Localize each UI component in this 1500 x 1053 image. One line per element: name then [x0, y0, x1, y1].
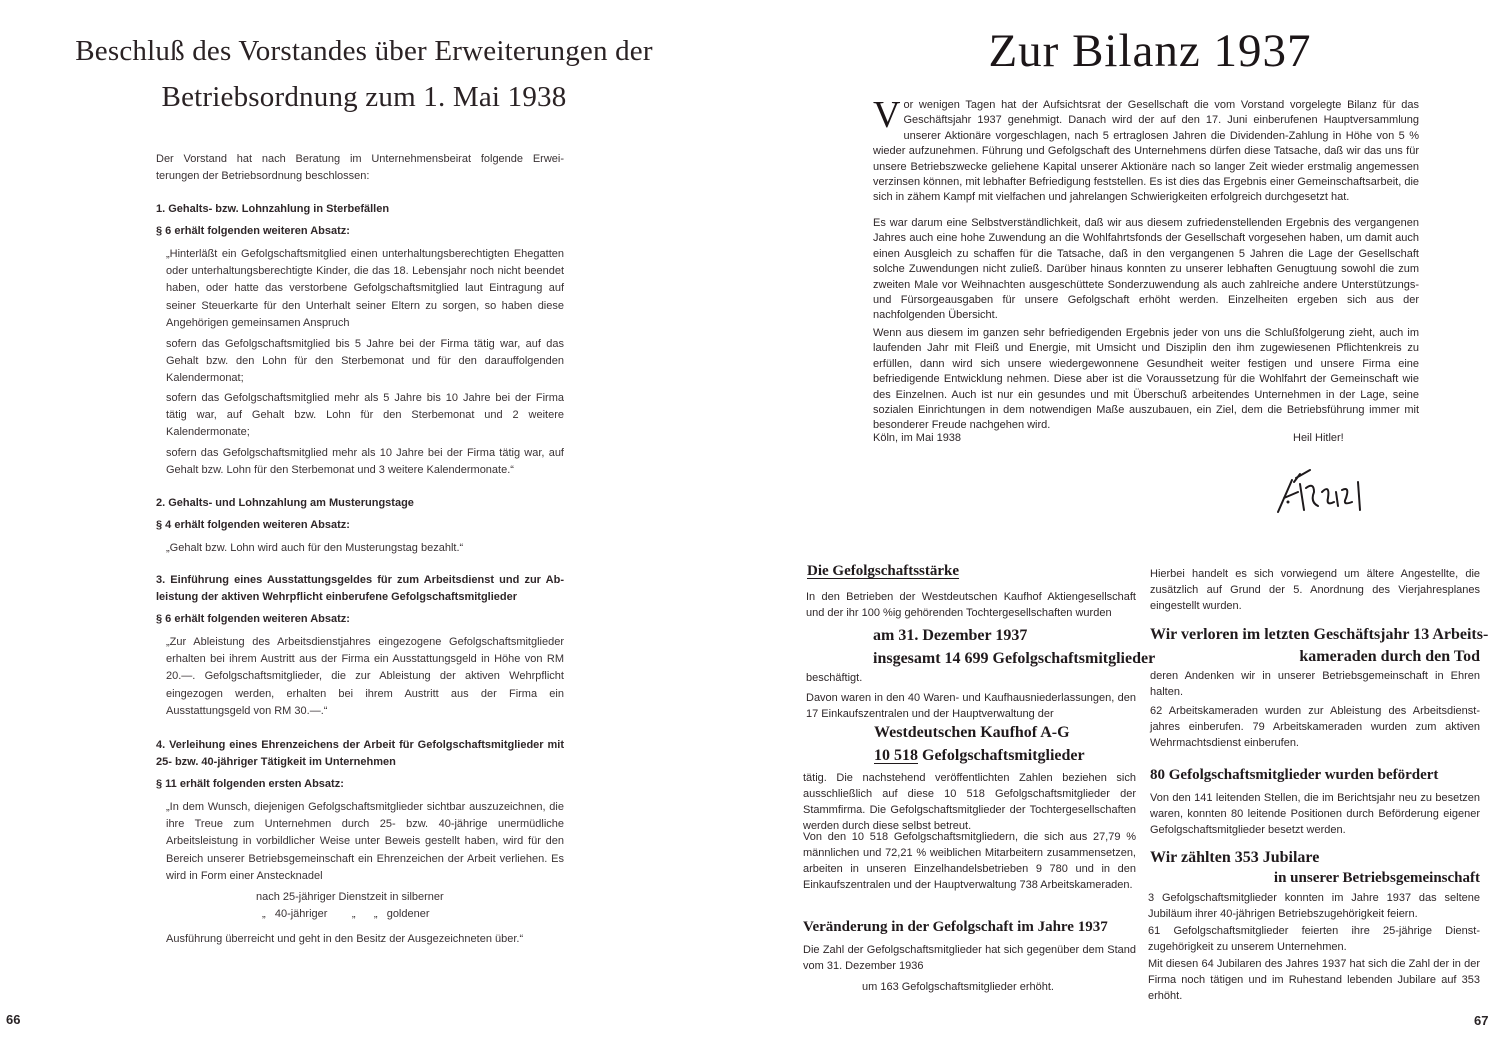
section-4-center-line-2: „ 40-jähriger „ „ goldener — [262, 908, 430, 920]
heading-befoerdert: 80 Gefolgschaftsmitglieder wurden befördert — [1150, 767, 1439, 783]
left-title-line-1: Beschluß des Vorstandes über Erweiterungen der — [75, 35, 653, 67]
col2-paragraph-4: Von den 141 leitenden Stellen, die im Berichtsjahr neu zu besetzen waren, konnten 80 leitende Positionen durch Beförderung eigener Gefolgschaftsmitglieder besetzt werden. — [1150, 792, 1480, 837]
section-3-heading: 3. Einführung eines Ausstattungsgeldes für zum Arbeitsdienst und zur Ableistung der aktiven Wehrpflicht einberufene Gefolgschaftsmitglieder — [156, 574, 564, 603]
salutation: Heil Hitler! — [1293, 432, 1344, 444]
signature-icon — [1270, 462, 1390, 522]
col1-paragraph-2: beschäftigt. — [806, 672, 863, 684]
section-3-paragraph-ref: § 6 erhält folgenden weiteren Absatz: — [156, 613, 350, 625]
left-page-title — [0, 28, 728, 120]
drop-cap: V — [873, 94, 901, 136]
col1-big-count — [874, 745, 1085, 766]
section-2-paragraph-ref: § 4 erhält folgenden weiteren Absatz: — [156, 519, 350, 531]
section-1-quote-4: sofern das Gefolgschaftsmitglied mehr als 10 Jahre bei der Firma tätig war, auf Gehalt bzw. Lohn für den Sterbemonat und 3 weitere Kalendermonate.“ — [166, 447, 564, 477]
intro-line-2: terungen der Betriebsordnung beschlossen: — [156, 170, 370, 183]
place-date: Köln, im Mai 1938 — [873, 432, 962, 444]
bilanz-paragraph-1 — [873, 94, 1420, 206]
col1-paragraph-6: Die Zahl der Gefolgschaftsmitglieder hat sich gegenüber dem Stand vom 31. Dezember 1936 — [803, 944, 1136, 973]
section-4-heading: 4. Verleihung eines Ehrenzeichens der Arbeit für Gefolgschaftsmitglieder mit 25- bzw. 40-jähriger Tätigkeit im Unternehmen — [156, 739, 564, 768]
section-1-quote-3: sofern das Gefolgschaftsmitglied mehr als 5 Jahre bis 10 Jahre bei der Firma tätig war, auf Gehalt bzw. Lohn für den Sterbemonat und 2 weitere Kalendermonate; — [166, 392, 564, 439]
heading-gefolgschaftsstaerke: Die Gefolgschaftsstärke — [807, 563, 960, 579]
heading-verloren-line-2: kameraden durch den Tod — [1299, 648, 1480, 665]
section-1-quote-1: „Hinterläßt ein Gefolgschaftsmitglied einen unterhaltungsberechtigten Ehegatten oder unterhaltungsberechtigte Kinder, die das 18. Lebensjahr noch nicht beendet haben, oder hatte das verstorbene Gefolgschaftsmitglied laut Eintragung auf seiner Steuerkarte für den Unterhalt seiner Eltern zu sorgen, so haben diese Angehörigen gemeinsamen Anspruch — [166, 248, 564, 329]
section-1-paragraph-ref: § 6 erhält folgenden weiteren Absatz: — [156, 225, 350, 237]
col1-big-company: Westdeutschen Kaufhof A-G — [874, 724, 1070, 741]
section-3-quote: „Zur Ableistung des Arbeitsdienstjahres eingezogene Gefolgschaftsmitglieder erhalten bei ihrem Austritt aus der Firma ein Ausstattungsgeld in Höhe von RM 20.—. Gefolgschaftsmitglieder, die zur Ableistung der aktiven Wehrpflicht eingezogen werden, erhalten bei ihrem Austritt aus der Firma ein Ausstattungsgeld von RM 30.—.“ — [166, 636, 564, 717]
col1-paragraph-3: Davon waren in den 40 Waren- und Kaufhausniederlassungen, den 17 Einkaufszentralen und der Hauptverwaltung der — [806, 692, 1136, 721]
heading-verloren-line-1: Wir verloren im letzten Geschäftsjahr 13 Arbeits- — [1150, 626, 1489, 643]
col2-paragraph-6: 61 Gefolgschaftsmitglieder feierten ihre 25-jährige Dienstzugehörigkeit zu unserem Unternehmen. — [1148, 925, 1480, 954]
section-4-quote: „In dem Wunsch, diejenigen Gefolgschaftsmitglieder sichtbar auszuzeichnen, die ihre Treue zum Unternehmen durch 25- bzw. 40-jährige unermüdliche Arbeitsleistung in vorbildlicher Weise unter Beweis gestellt haben, wird für den Bereich unserer Betriebsgemeinschaft ein Ehrenzeichen der Arbeit verliehen. Es wird in Form einer Anstecknadel — [166, 801, 564, 882]
section-4-paragraph-ref: § 11 erhält folgenden ersten Absatz: — [156, 778, 344, 790]
col1-paragraph-5: Von den 10 518 Gefolgschaftsmitgliedern, die sich aus 27,79 % männlichen und 72,21 % weiblichen Mitarbeitern zusammensetzen, arbeiten in unseren Einzelhandelsbetrieben 9 780 und in den Einkaufszentralen und der Hauptverwaltung 738 Arbeitskameraden. — [803, 831, 1136, 892]
section-2-heading: 2. Gehalts- und Lohnzahlung am Musterungstage — [156, 497, 414, 509]
col1-big-total: insgesamt 14 699 Gefolgschaftsmitglieder — [873, 650, 1156, 667]
heading-veraenderung: Veränderung in der Gefolgschaft im Jahre 1937 — [803, 919, 1108, 935]
col1-paragraph-7: um 163 Gefolgschaftsmitglieder erhöht. — [862, 981, 1054, 993]
bilanz-paragraph-3: Wenn aus diesem im ganzen sehr befriedigenden Ergebnis jeder von uns die Schlußfolgerung zieht, auch im laufenden Jahr mit Fleiß und Energie, mit Umsicht und Disziplin den ihm zugewiesenen Pflichtenkreis zu erfüllen, dann wird sich unsere wiedergewonnene Gesundheit weiter festigen und unsere Firma eine befriedigende Entwicklung nehmen. Diese aber ist die Voraussetzung für die Wohlfahrt der Gemeinschaft wie des Einzelnen. Auch ist nur ein gesundes und mit Überschuß arbeitendes Unternehmen in der Lage, seine sozialen Einrichtungen in dem notwendigen Maße auszubauen, ein Ziel, dem die Betriebsführung immer mit besonderer Freude nachgehen wird. — [873, 327, 1419, 432]
left-intro — [156, 151, 564, 185]
col1-paragraph-4: tätig. Die nachstehend veröffentlichten Zahlen beziehen sich ausschließlich auf diese 10 518 Gefolgschaftsmitglieder der Stammfirma. Die Gefolgschaftsmitglieder der Tochtergesellschaften werden durch diese selbst betreut. — [803, 772, 1136, 833]
right-page-title: Zur Bilanz 1937 — [988, 25, 1312, 77]
heading-jubilare-line-2: in unserer Betriebsgemeinschaft — [1273, 870, 1480, 886]
section-1-quote-2: sofern das Gefolgschaftsmitglied bis 5 Jahre bei der Firma tätig war, auf das Gehalt bzw. den Lohn für den Sterbemonat und für den darauffolgenden Kalendermonat; — [166, 338, 564, 385]
section-4-closing: Ausführung überreicht und geht in den Besitz der Ausgezeichneten über.“ — [166, 933, 524, 945]
col2-paragraph-1: Hierbei handelt es sich vorwiegend um ältere Angestellte, die zusätzlich auf Grund der 5. Anordnung des Vierjahresplanes eingestellt wurden. — [1150, 568, 1480, 613]
bilanz-paragraph-2: Es war darum eine Selbstverständlichkeit, daß wir aus diesem zufriedenstellenden Ergebnis des vergangenen Jahres auch eine hohe Zuwendung an die Wohlfahrtsfonds der Gesellschaft vorgesehen haben, um damit auch einen Ausgleich zu schaffen für die Tatsache, daß in den vergangenen 5 Jahren die Lage der Gesellschaft solche Zuwendungen nicht zuließ. Darüber hinaus konnten zu unserer lebhaften Genugtuung sowohl die zum zweiten Male vor Weihnachten ausgeschüttete Sonderzuwendung als auch zahlreiche andere Unterstützungs- und Fürsorgeausgaben für unsere Gefolgschaft erhöht werden. Einzelheiten ergeben sich aus der nachfolgenden Übersicht. — [873, 217, 1419, 322]
heading-jubilare-line-1: Wir zählten 353 Jubilare — [1150, 849, 1320, 866]
col1-big-date: am 31. Dezember 1937 — [873, 627, 1028, 644]
bilanz-paragraph-1-text: or wenigen Tagen hat der Aufsichtsrat der Gesellschaft die vom Vorstand vorgelegte Bilanz für das Geschäftsjahr 1937 genehmigt. Danach wird der auf den 17. Juni einberufenen Hauptversammlung unserer Aktionäre vorgeschlagen, nach 5 ertraglosen Jahren die Dividenden-Zahlung in Höhe von 5 % wieder aufzunehmen. Führung und Gefolgschaft des Unternehmens dürfen diese Tatsache, daß wir das uns für unsere Betriebszwecke geliehene Kapital unserer Aktionäre nach so langer Zeit wieder erstmalig angemessen verzinsen können, mit lebhafter Befriedigung feststellen. Es ist dies das Ergebnis einer Gemeinschaftsarbeit, die sich in zähem Kampf mit vielfachen und jahrelangen Schwierigkeiten erfolgreich durchgesetzt hat. — [873, 99, 1420, 204]
col1-big-count-rest: Gefolgschaftsmitglieder — [918, 747, 1085, 764]
col2-paragraph-2: deren Andenken wir in unserer Betriebsgemeinschaft in Ehren halten. — [1150, 670, 1480, 699]
col1-big-count-number: 10 518 — [874, 747, 918, 764]
col2-paragraph-3: 62 Arbeitskameraden wurden zur Ableistung des Arbeitsdienstjahres einberufen. 79 Arbeitskameraden wurden zum aktiven Wehrmachtsdienst einberufen. — [1150, 705, 1480, 750]
section-4-center-line-1: nach 25-jähriger Dienstzeit in silberner — [256, 891, 444, 903]
section-2-quote: „Gehalt bzw. Lohn wird auch für den Musterungstag bezahlt.“ — [166, 542, 464, 554]
page-number-left: 66 — [6, 1012, 21, 1027]
section-1-heading: 1. Gehalts- bzw. Lohnzahlung in Sterbefällen — [156, 203, 390, 215]
col2-paragraph-7: Mit diesen 64 Jubilaren des Jahres 1937 hat sich die Zahl der in der Firma noch tätigen und im Ruhestand lebenden Jubilare auf 353 erhöht. — [1148, 958, 1480, 1003]
page-number-right: 67 — [1474, 1013, 1489, 1028]
intro-line-1: Der Vorstand hat nach Beratung im Unternehmensbeirat folgende Erwei- — [156, 153, 564, 165]
col2-paragraph-5: 3 Gefolgschaftsmitglieder konnten im Jahre 1937 das seltene Jubiläum ihrer 40-jährigen Betriebszugehörigkeit feiern. — [1148, 892, 1480, 921]
col1-paragraph-1: In den Betrieben der Westdeutschen Kaufhof Aktiengesellschaft und der ihr 100 %ig gehörenden Tochtergesellschaften wurden — [806, 591, 1136, 620]
left-title-line-2: Betriebsordnung zum 1. Mai 1938 — [161, 81, 567, 113]
